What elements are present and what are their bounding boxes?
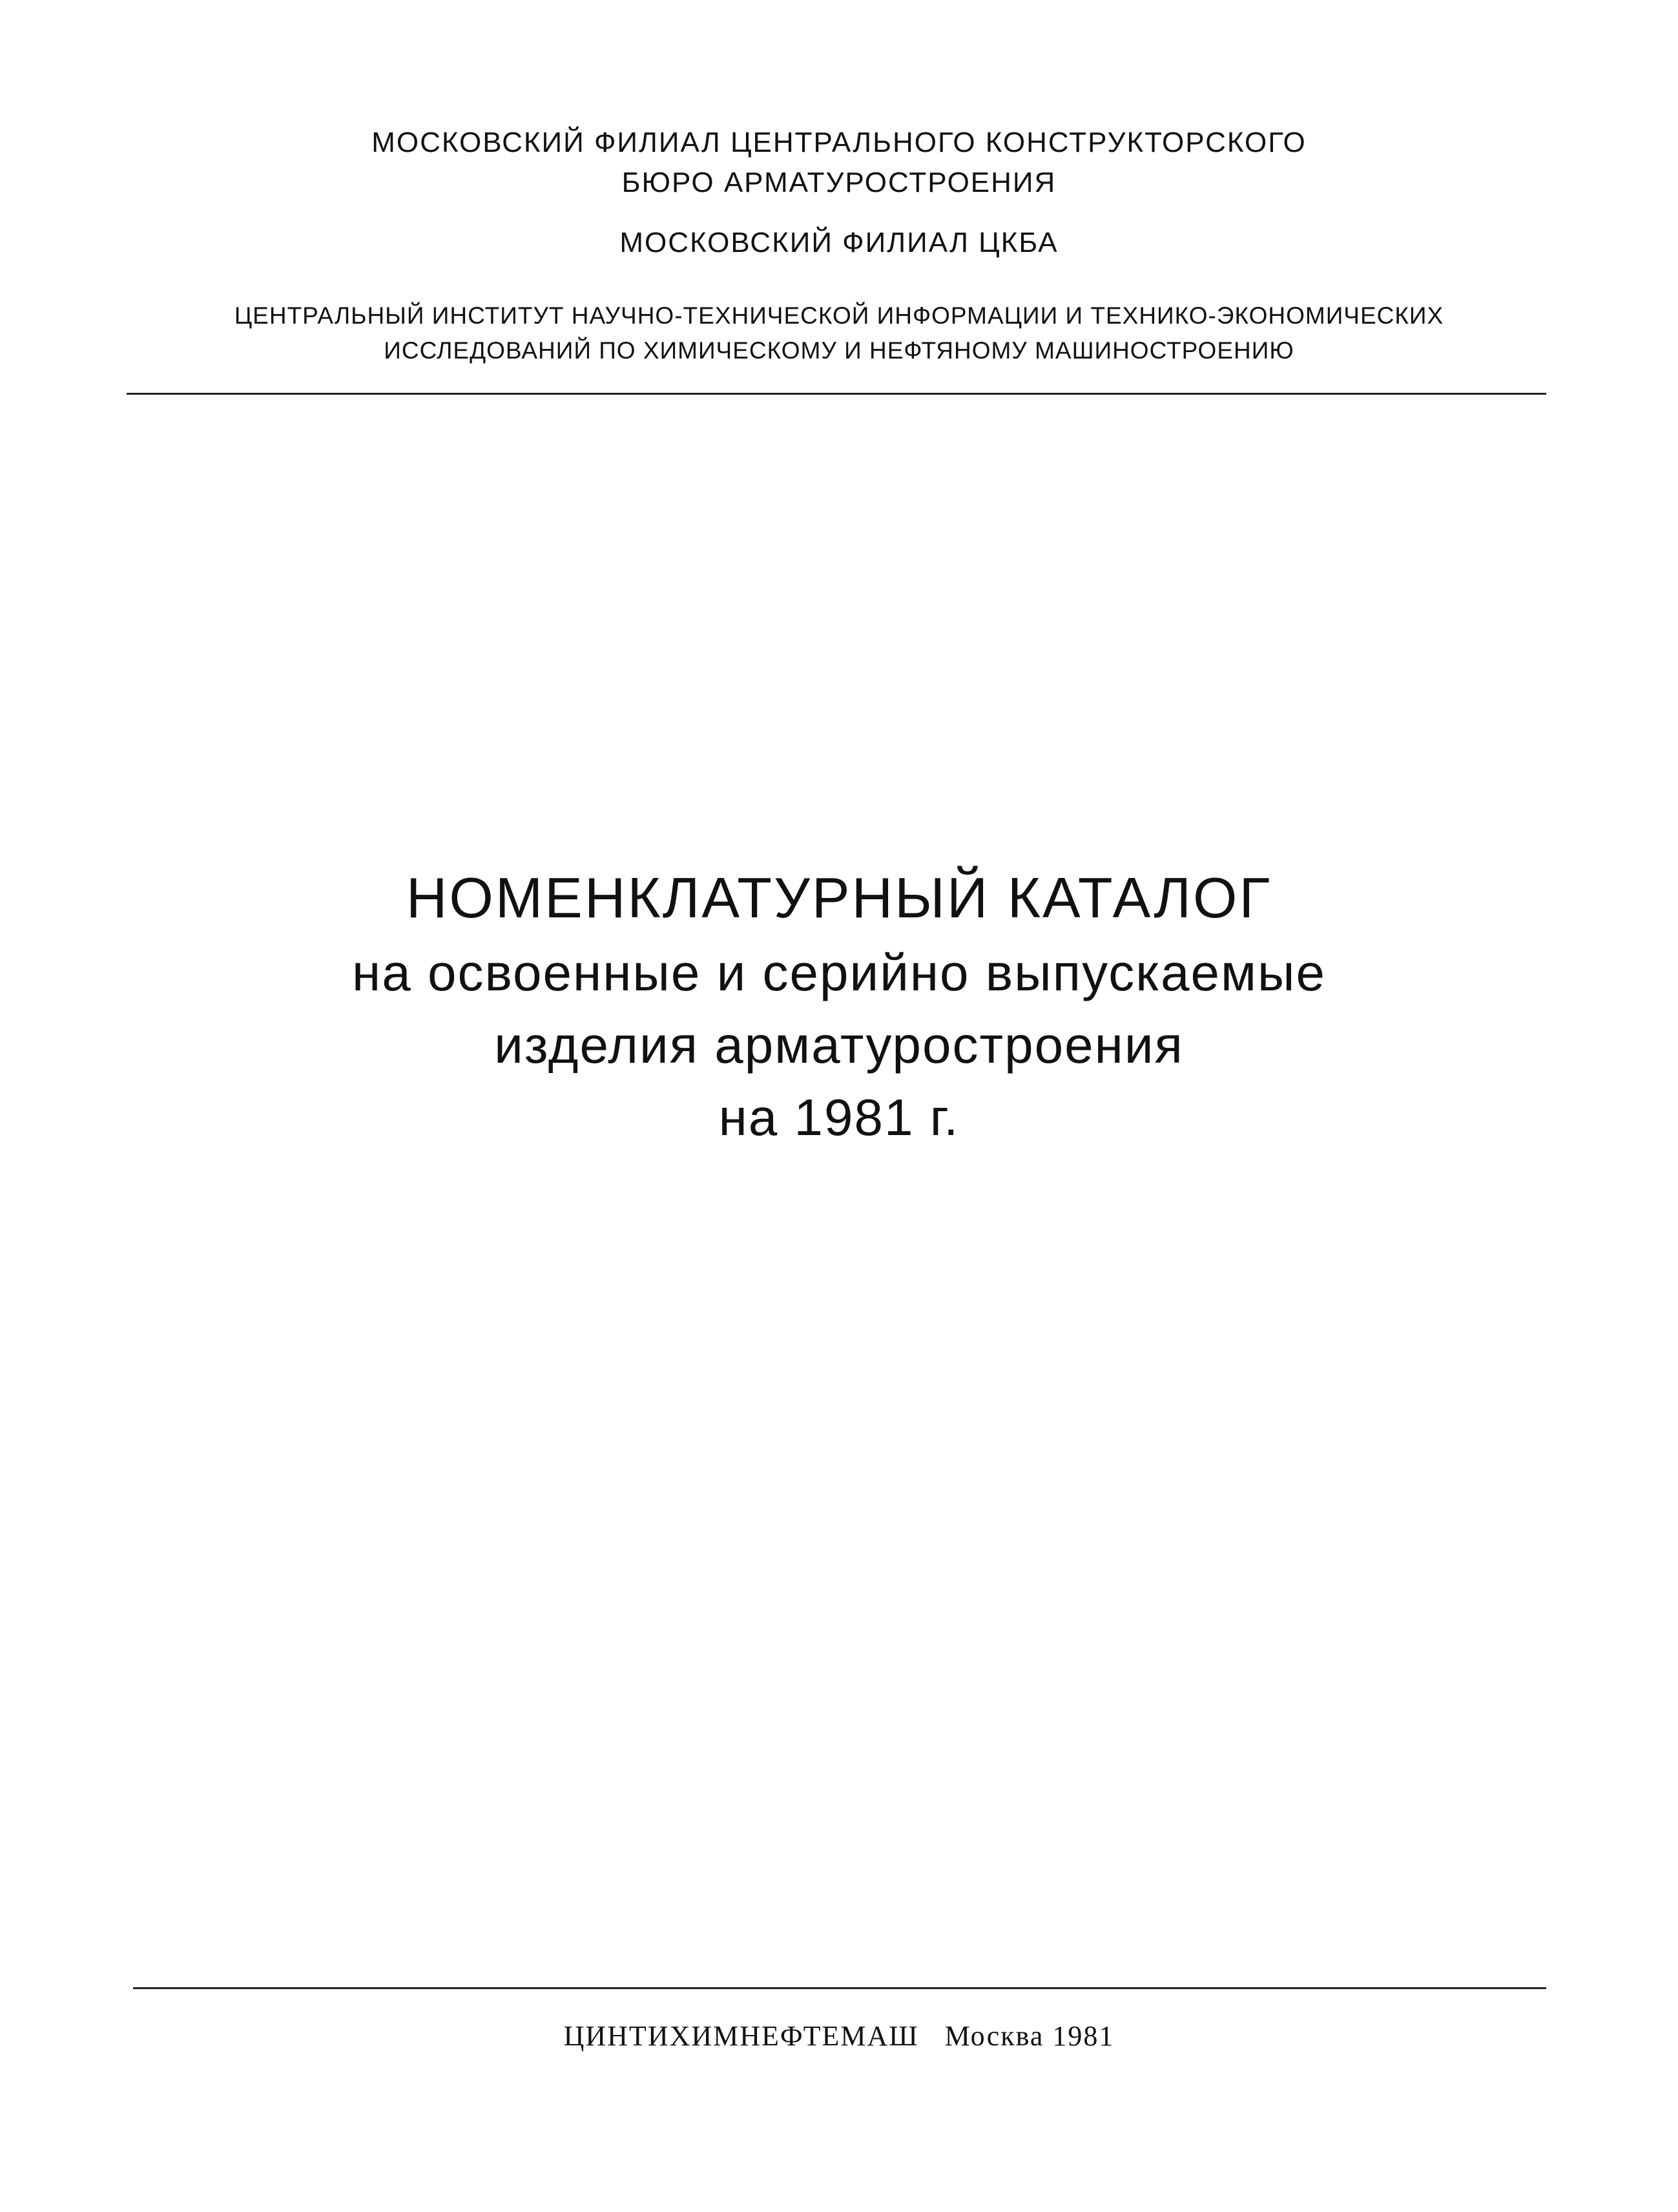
institute-name-line-2: ИССЛЕДОВАНИЙ ПО ХИМИЧЕСКОМУ И НЕФТЯНОМУ МАШИНОСТРОЕНИЮ [384, 337, 1294, 364]
organization-name-line-2: БЮРО АРМАТУРОСТРОЕНИЯ [621, 167, 1057, 198]
title-line-3: изделия арматуростроения [494, 1016, 1184, 1074]
organization-name-line-1: МОСКОВСКИЙ ФИЛИАЛ ЦЕНТРАЛЬНОГО КОНСТРУКТОРСКОГО [371, 127, 1307, 158]
organization-short-name [0, 223, 1678, 263]
title-line-2: на освоенные и серийно выпускаемые [352, 944, 1326, 1001]
organization-name [0, 123, 1678, 203]
institute-name-line-1: ЦЕНТРАЛЬНЫЙ ИНСТИТУТ НАУЧНО-ТЕХНИЧЕСКОЙ ИНФОРМАЦИИ И ТЕХНИКО-ЭКОНОМИЧЕСКИХ [234, 302, 1444, 329]
top-divider [127, 393, 1546, 395]
title-line-4: на 1981 г. [718, 1089, 960, 1146]
place-and-year: Москва 1981 [944, 2020, 1115, 2052]
institute-name [0, 298, 1678, 368]
organization-short-name-text: МОСКОВСКИЙ ФИЛИАЛ ЦКБА [619, 227, 1059, 258]
imprint [0, 2017, 1678, 2056]
document-title [0, 859, 1678, 1154]
bottom-divider [133, 1987, 1546, 1989]
publisher-name: ЦИНТИХИМНЕФТЕМАШ [563, 2020, 919, 2052]
title-main: НОМЕНКЛАТУРНЫЙ КАТАЛОГ [406, 866, 1272, 930]
